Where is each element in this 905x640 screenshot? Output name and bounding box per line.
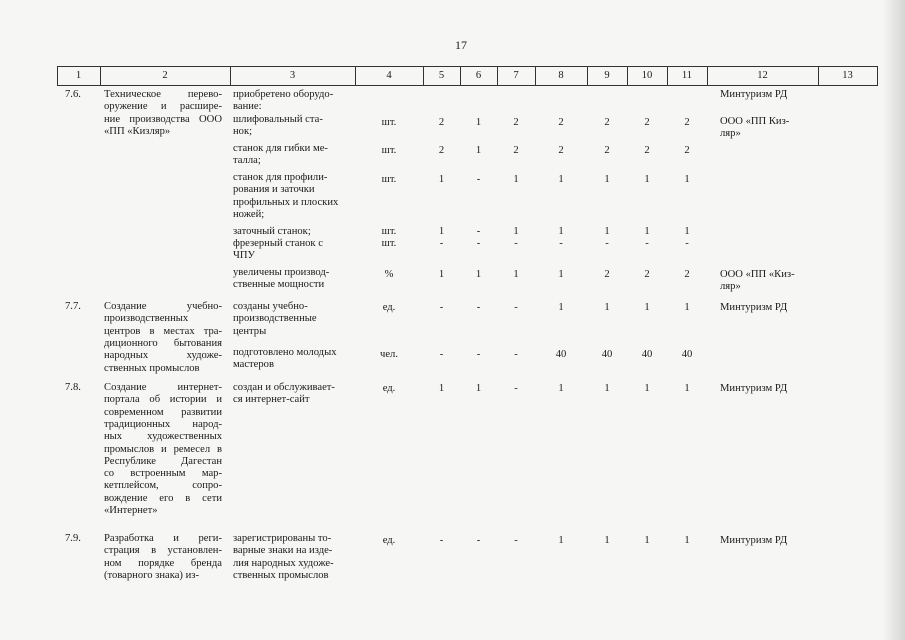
table-column-rule bbox=[707, 66, 708, 86]
value-cell: 2 bbox=[684, 117, 690, 128]
indicator-text: зарегистрированы то- bbox=[233, 533, 332, 544]
measure-name: «ПП «Кизляр» bbox=[104, 125, 171, 137]
measure-name: Республике Дагестан bbox=[104, 455, 222, 467]
unit-cell: шт. bbox=[381, 174, 397, 185]
value-cell: - bbox=[514, 383, 518, 394]
measure-name: ных художественных bbox=[104, 431, 222, 443]
responsible-cell: ляр» bbox=[720, 281, 741, 293]
value-cell: - bbox=[476, 535, 481, 546]
value-cell: 1 bbox=[475, 145, 482, 156]
table-column-rule bbox=[877, 66, 878, 86]
value-cell: 1 bbox=[438, 174, 445, 185]
row-number: 7.9. bbox=[65, 533, 81, 544]
value-cell: 1 bbox=[644, 302, 650, 313]
value-cell: 1 bbox=[684, 302, 690, 313]
value-cell: 2 bbox=[558, 145, 564, 156]
measure-name: ном порядке бренда bbox=[104, 557, 222, 569]
unit-cell: ед. bbox=[382, 302, 396, 313]
value-cell: 40 bbox=[681, 349, 693, 360]
value-cell: 1 bbox=[558, 535, 564, 546]
value-cell: 1 bbox=[684, 535, 690, 546]
measure-name: портала об истории и bbox=[104, 394, 222, 406]
value-cell: 2 bbox=[513, 117, 519, 128]
table-top-rule bbox=[57, 66, 877, 67]
table-column-rule bbox=[100, 66, 101, 86]
indicator-text: увеличены производ- bbox=[233, 267, 330, 278]
value-cell: 40 bbox=[601, 349, 613, 360]
measure-name: оружение и расшире- bbox=[104, 101, 222, 113]
value-cell: 2 bbox=[644, 117, 650, 128]
row-number: 7.8. bbox=[65, 382, 81, 393]
measure-name: Разработка и реги- bbox=[104, 533, 222, 544]
header-cell: 5 bbox=[438, 70, 445, 81]
table-column-rule bbox=[355, 66, 356, 86]
indicator-text: ственные мощности bbox=[233, 279, 325, 291]
value-cell: - bbox=[514, 238, 518, 249]
page-number: 17 bbox=[455, 38, 467, 52]
value-cell: 1 bbox=[438, 269, 445, 280]
indicator-text: ЧПУ bbox=[233, 250, 256, 262]
value-cell: 1 bbox=[604, 383, 610, 394]
measure-name: кетплейсом, сопро- bbox=[104, 480, 222, 492]
value-cell: 1 bbox=[475, 269, 482, 280]
value-cell: 1 bbox=[684, 226, 690, 237]
table-column-rule bbox=[57, 66, 58, 86]
value-cell: 1 bbox=[644, 535, 650, 546]
table-column-rule bbox=[818, 66, 819, 86]
table-column-rule bbox=[627, 66, 628, 86]
header-cell: 7 bbox=[513, 70, 519, 81]
unit-cell: ед. bbox=[382, 383, 396, 394]
value-cell: - bbox=[514, 349, 518, 360]
indicator-text: талла; bbox=[233, 155, 261, 167]
header-cell: 10 bbox=[641, 70, 653, 81]
responsible-cell: ООО «ПП «Киз- bbox=[720, 269, 795, 280]
indicator-text: станок для профили- bbox=[233, 172, 328, 183]
indicator-text: производственные bbox=[233, 313, 317, 325]
value-cell: - bbox=[476, 238, 481, 249]
value-cell: - bbox=[685, 238, 689, 249]
indicator-text: ся интернет-сайт bbox=[233, 394, 310, 406]
unit-cell: шт. bbox=[381, 226, 397, 237]
value-cell: - bbox=[514, 535, 518, 546]
value-cell: 2 bbox=[604, 269, 610, 280]
measure-name: традиционных народ- bbox=[104, 418, 222, 430]
value-cell: 1 bbox=[604, 174, 610, 185]
value-cell: - bbox=[605, 238, 609, 249]
indicator-text: вание: bbox=[233, 101, 262, 113]
header-cell: 9 bbox=[604, 70, 610, 81]
measure-name: центров в местах тра- bbox=[104, 325, 222, 337]
unit-cell: чел. bbox=[380, 349, 398, 360]
measure-name: страция в установлен- bbox=[104, 545, 222, 557]
header-cell: 11 bbox=[681, 70, 693, 81]
value-cell: - bbox=[439, 238, 444, 249]
indicator-text: профильных и плоских bbox=[233, 196, 339, 208]
table-column-rule bbox=[667, 66, 668, 86]
table-column-rule bbox=[587, 66, 588, 86]
header-cell: 6 bbox=[475, 70, 482, 81]
value-cell: 1 bbox=[644, 383, 650, 394]
unit-cell: ед. bbox=[382, 535, 396, 546]
table-header-rule bbox=[57, 85, 877, 86]
responsible-cell: Минтуризм РД bbox=[720, 89, 788, 100]
measure-name: народных художе- bbox=[104, 350, 222, 362]
table-column-rule bbox=[497, 66, 498, 86]
value-cell: 1 bbox=[604, 226, 610, 237]
responsible-cell: ляр» bbox=[720, 128, 741, 140]
table-column-rule bbox=[230, 66, 231, 86]
value-cell: 1 bbox=[558, 383, 564, 394]
value-cell: 1 bbox=[684, 174, 690, 185]
value-cell: - bbox=[476, 226, 481, 237]
value-cell: - bbox=[476, 349, 481, 360]
value-cell: 1 bbox=[475, 383, 482, 394]
scan-edge-shadow bbox=[883, 0, 905, 640]
value-cell: 2 bbox=[684, 145, 690, 156]
value-cell: - bbox=[514, 302, 518, 313]
measure-name: Техническое перево- bbox=[104, 89, 222, 100]
indicator-text: лия народных художе- bbox=[233, 557, 334, 569]
value-cell: - bbox=[439, 535, 444, 546]
unit-cell: шт. bbox=[381, 117, 397, 128]
indicator-text: мастеров bbox=[233, 359, 274, 371]
table-column-rule bbox=[460, 66, 461, 86]
value-cell: 1 bbox=[684, 383, 690, 394]
value-cell: 1 bbox=[558, 226, 564, 237]
value-cell: 2 bbox=[644, 145, 650, 156]
value-cell: 2 bbox=[684, 269, 690, 280]
indicator-text: ственных промыслов bbox=[233, 569, 329, 581]
header-cell: 1 bbox=[75, 70, 82, 81]
unit-cell: шт. bbox=[381, 145, 397, 156]
measure-name: со встроенным мар- bbox=[104, 468, 222, 480]
row-number: 7.7. bbox=[65, 301, 81, 312]
header-cell: 3 bbox=[289, 70, 296, 81]
header-cell: 4 bbox=[386, 70, 392, 81]
value-cell: 2 bbox=[558, 117, 564, 128]
value-cell: - bbox=[439, 302, 444, 313]
value-cell: 1 bbox=[513, 269, 519, 280]
table-column-rule bbox=[423, 66, 424, 86]
value-cell: 1 bbox=[513, 226, 519, 237]
value-cell: 1 bbox=[604, 535, 610, 546]
indicator-text: нок; bbox=[233, 126, 253, 138]
value-cell: 2 bbox=[438, 117, 445, 128]
indicator-text: созданы учебно- bbox=[233, 301, 308, 312]
value-cell: 2 bbox=[604, 117, 610, 128]
indicator-text: подготовлено молодых bbox=[233, 347, 337, 358]
unit-cell: шт. bbox=[381, 238, 397, 249]
measure-name: диционного бытования bbox=[104, 337, 222, 349]
header-cell: 13 bbox=[842, 70, 853, 81]
measure-name: промыслов и ремесел в bbox=[104, 443, 222, 455]
value-cell: 2 bbox=[604, 145, 610, 156]
value-cell: 1 bbox=[644, 174, 650, 185]
responsible-cell: Минтуризм РД bbox=[720, 302, 788, 313]
responsible-cell: ООО «ПП Киз- bbox=[720, 116, 790, 127]
measure-name: ние производства ООО bbox=[104, 113, 222, 125]
responsible-cell: Минтуризм РД bbox=[720, 383, 788, 394]
measure-name: Создание учебно- bbox=[104, 301, 222, 312]
indicator-text: шлифовальный ста- bbox=[233, 114, 323, 125]
indicator-text: рования и заточки bbox=[233, 184, 315, 196]
unit-cell: % bbox=[384, 269, 394, 280]
measure-name: «Интернет» bbox=[104, 505, 158, 516]
measure-name: (товарного знака) из- bbox=[104, 569, 199, 581]
value-cell: 2 bbox=[513, 145, 519, 156]
measure-name: производственных bbox=[104, 313, 189, 325]
value-cell: - bbox=[559, 238, 563, 249]
indicator-text: приобретено оборудо- bbox=[233, 89, 334, 100]
measure-name: Создание интернет- bbox=[104, 382, 222, 393]
indicator-text: ножей; bbox=[233, 208, 265, 220]
indicator-text: заточный станок; bbox=[233, 226, 311, 237]
header-cell: 2 bbox=[162, 70, 168, 81]
value-cell: 1 bbox=[513, 174, 519, 185]
value-cell: 1 bbox=[438, 383, 445, 394]
row-number: 7.6. bbox=[65, 89, 81, 100]
value-cell: - bbox=[476, 302, 481, 313]
indicator-text: станок для гибки ме- bbox=[233, 143, 328, 154]
header-cell: 12 bbox=[757, 70, 768, 81]
value-cell: 1 bbox=[475, 117, 482, 128]
header-cell: 8 bbox=[558, 70, 564, 81]
value-cell: 1 bbox=[558, 269, 564, 280]
value-cell: 2 bbox=[438, 145, 445, 156]
value-cell: 1 bbox=[558, 302, 564, 313]
responsible-cell: Минтуризм РД bbox=[720, 535, 788, 546]
value-cell: - bbox=[439, 349, 444, 360]
indicator-text: фрезерный станок с bbox=[233, 238, 323, 249]
table-column-rule bbox=[535, 66, 536, 86]
value-cell: - bbox=[645, 238, 649, 249]
value-cell: 1 bbox=[604, 302, 610, 313]
value-cell: 1 bbox=[438, 226, 445, 237]
indicator-text: варные знаки на изде- bbox=[233, 545, 333, 557]
measure-name: вождение его в сети bbox=[104, 492, 222, 504]
measure-name: современном развитии bbox=[104, 406, 222, 418]
value-cell: 1 bbox=[644, 226, 650, 237]
indicator-text: центры bbox=[233, 325, 267, 337]
measure-name: ственных промыслов bbox=[104, 362, 200, 374]
value-cell: 40 bbox=[555, 349, 567, 360]
value-cell: 2 bbox=[644, 269, 650, 280]
value-cell: 1 bbox=[558, 174, 564, 185]
indicator-text: создан и обслуживает- bbox=[233, 382, 335, 393]
value-cell: 40 bbox=[641, 349, 653, 360]
value-cell: - bbox=[476, 174, 481, 185]
